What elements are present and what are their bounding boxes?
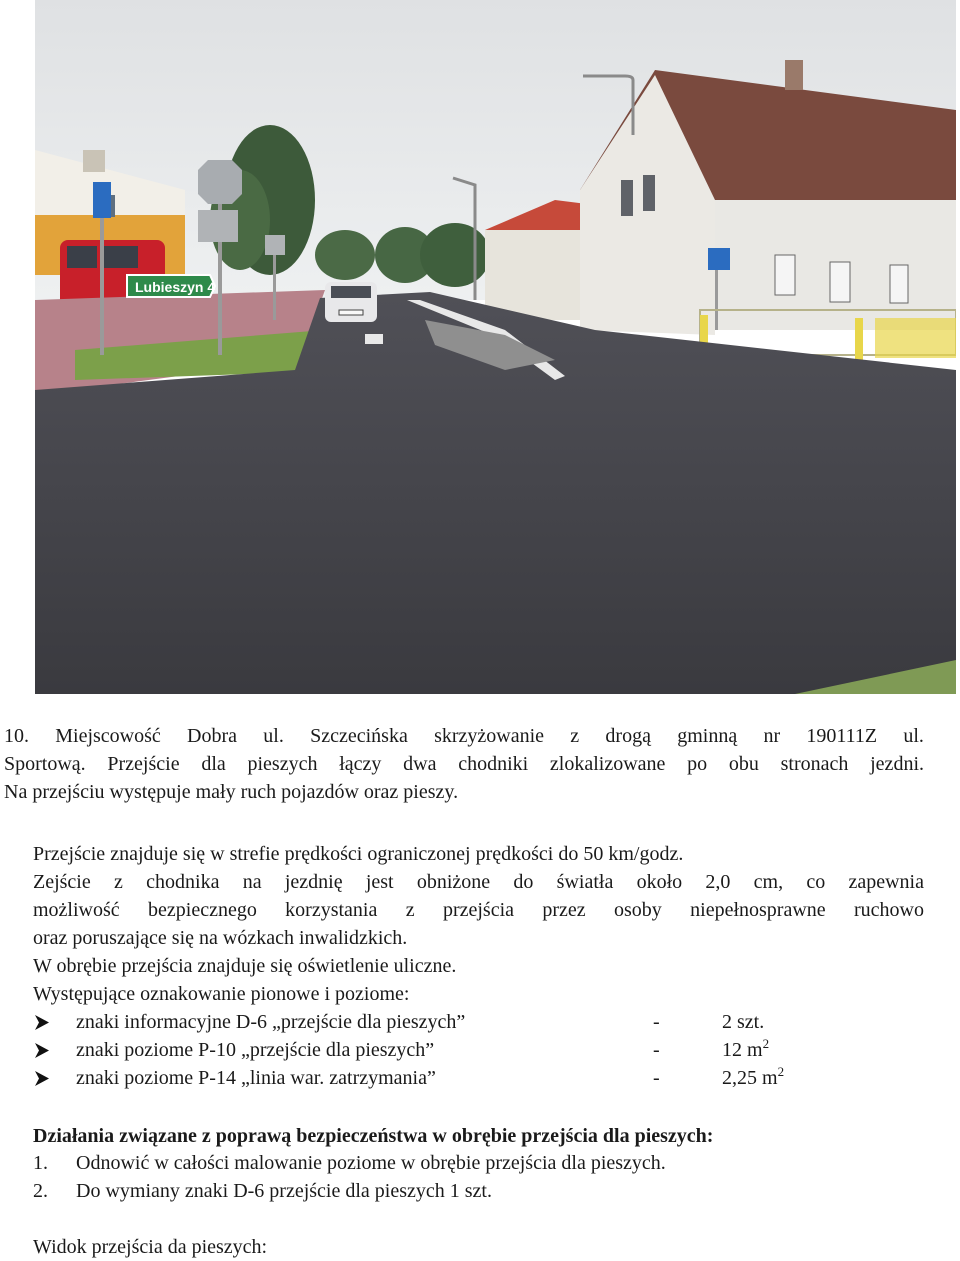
curb-text-3: oraz poruszające się na wózkach inwalidzkich. bbox=[33, 927, 408, 949]
action-item bbox=[33, 1178, 933, 1205]
view-caption: Widok przejścia da pieszych: bbox=[33, 1236, 268, 1258]
intro-word: 10. bbox=[4, 725, 29, 747]
street-photo bbox=[35, 0, 956, 694]
intro-word: skrzyżowanie bbox=[434, 725, 545, 747]
marking-dash: - bbox=[653, 1039, 660, 1061]
arrow-bullet-icon bbox=[33, 1037, 51, 1064]
marking-item bbox=[33, 1037, 933, 1064]
speed-zone-text: Przejście znajduje się w strefie prędkości ograniczonej prędkości do 50 km/godz. bbox=[33, 843, 684, 865]
marking-text: znaki informacyjne D-6 „przejście dla pieszych” bbox=[76, 1011, 466, 1033]
lighting-text: W obrębie przejścia znajduje się oświetlenie uliczne. bbox=[33, 955, 457, 977]
marking-dash: - bbox=[653, 1011, 660, 1033]
marking-text: znaki poziome P-10 „przejście dla pieszych” bbox=[76, 1039, 435, 1061]
intro-line-3: Na przejściu występuje mały ruch pojazdów oraz pieszy. bbox=[4, 781, 459, 803]
arrow-bullet-icon bbox=[33, 1009, 51, 1036]
direction-sign-text: Lubieszyn 4 bbox=[135, 279, 216, 295]
curb-text-2: możliwość bezpiecznego korzystania z przejścia przez osoby niepełnosprawne ruchowo bbox=[33, 899, 924, 921]
intro-word: Miejscowość bbox=[55, 725, 161, 747]
marking-item bbox=[33, 1009, 933, 1036]
marking-dash: - bbox=[653, 1067, 660, 1089]
action-number: 2. bbox=[33, 1180, 48, 1202]
intro-word: gminną bbox=[677, 725, 738, 747]
intro-word: nr bbox=[763, 725, 781, 747]
curb-text-1: Zejście z chodnika na jezdnię jest obniżone do światła około 2,0 cm, co zapewnia bbox=[33, 871, 924, 893]
action-text: Odnowić w całości malowanie poziome w obrębie przejścia dla pieszych. bbox=[76, 1152, 666, 1174]
intro-word: ul. bbox=[903, 725, 924, 747]
actions-header: Działania związane z poprawą bezpieczeństwa w obrębie przejścia dla pieszych: bbox=[33, 1125, 714, 1147]
marking-quantity: 2,25 $m^2$ bbox=[722, 1064, 785, 1089]
intro-word: drogą bbox=[605, 725, 651, 747]
marking-quantity: 12 $m^2$ bbox=[722, 1036, 770, 1061]
direction-sign bbox=[127, 275, 215, 297]
intro-word: 190111Z bbox=[806, 725, 878, 747]
intro-word: z bbox=[570, 725, 580, 747]
white-car bbox=[325, 282, 377, 322]
intro-word: Szczecińska bbox=[310, 725, 408, 747]
action-text: Do wymiany znaki D-6 przejście dla pieszych 1 szt. bbox=[76, 1180, 492, 1202]
marking-item bbox=[33, 1065, 933, 1092]
action-number: 1. bbox=[33, 1152, 48, 1174]
arrow-bullet-icon bbox=[33, 1065, 51, 1092]
intro-word: Dobra bbox=[187, 725, 238, 747]
intro-line-2: Sportową. Przejście dla pieszych łączy dwa chodniki zlokalizowane po obu stronach jezdni. bbox=[4, 753, 924, 775]
markings-header: Występujące oznakowanie pionowe i poziome: bbox=[33, 983, 410, 1005]
marking-quantity: 2 szt. bbox=[722, 1011, 765, 1033]
intro-word: ul. bbox=[263, 725, 284, 747]
marking-text: znaki poziome P-14 „linia war. zatrzymania” bbox=[76, 1067, 436, 1089]
intro-line-1 bbox=[4, 723, 924, 750]
action-item bbox=[33, 1150, 933, 1177]
